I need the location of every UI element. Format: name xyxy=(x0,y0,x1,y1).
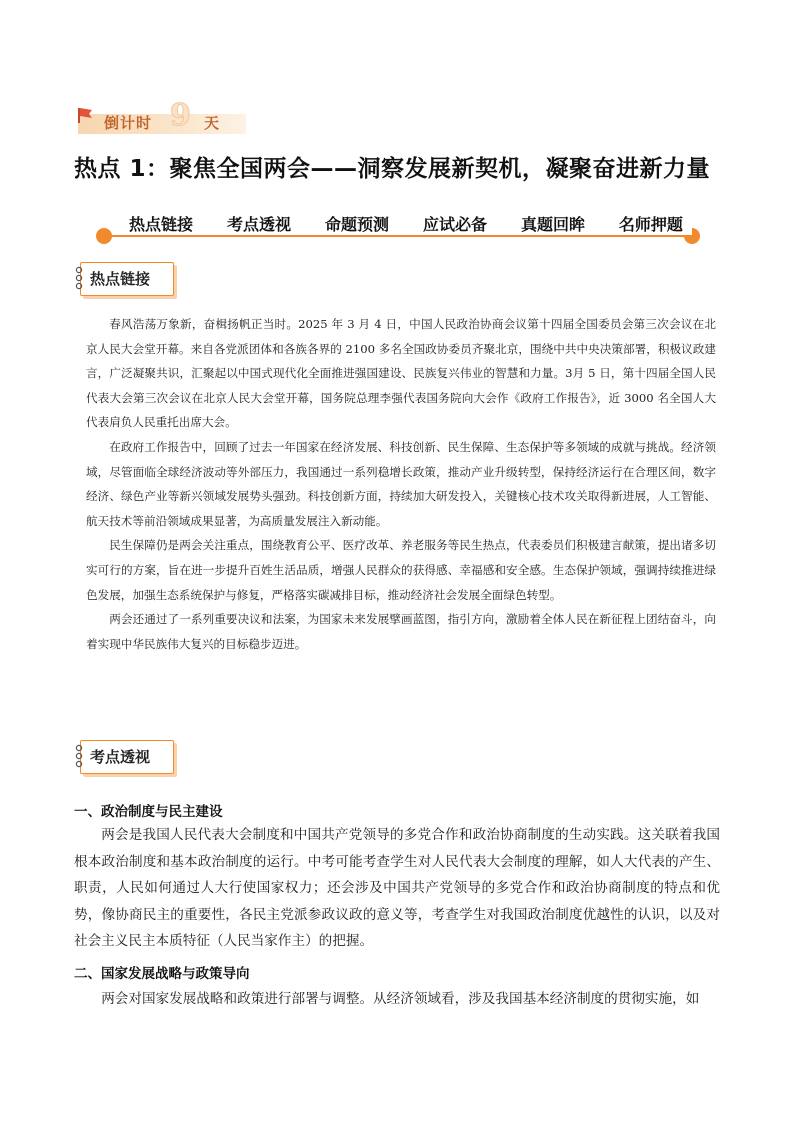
paragraph-strategy: 两会对国家发展战略和政策进行部署与调整。从经济领域看，涉及我国基本经济制度的贯彻实施，如 xyxy=(101,991,700,1007)
binder-rings-icon xyxy=(72,266,86,294)
section-heading-analysis xyxy=(72,738,176,776)
countdown-label: 倒计时 xyxy=(104,114,153,132)
page-title: 热点 1：聚焦全国两会——洞察发展新契机，凝聚奋进新力量 xyxy=(74,156,711,182)
nav-item-review[interactable]: 真题回眸 xyxy=(518,212,588,235)
nav-item-analysis[interactable]: 考点透视 xyxy=(224,212,294,235)
paragraph: 春风浩荡万象新，奋楫扬帆正当时。2025 年 3 月 4 日，中国人民政治协商会议第十四届全国委员会第三次会议在北京人民大会堂开幕。来自各党派团体和各族各界的 2100 多名全国政协委员齐聚北京，围绕中共中央决策部署，积极议政建言，广泛凝聚共识，汇聚起以中国式现代化全面推进强国建设、民族复兴伟业的智慧和力量。3月 5 日，第十四届全国人民代表大会第三次会议在北京人民大会堂开幕，国务院总理李强代表国务院向大会作《政府工作报告》，近 3000 名全国人大代表肩负人民重托出席大会。 xyxy=(86,317,716,430)
nav-dot-left xyxy=(96,228,112,244)
nav-item-essentials[interactable]: 应试必备 xyxy=(420,212,490,235)
paragraph: 两会还通过了一系列重要决议和法案，为国家未来发展擘画蓝图，指引方向，激励着全体人民在新征程上团结奋斗，向着实现中华民族伟大复兴的目标稳步迈进。 xyxy=(86,612,716,651)
section-heading-hotlink xyxy=(72,260,176,298)
countdown-banner xyxy=(76,98,246,134)
section-nav xyxy=(120,212,692,235)
nav-divider-line xyxy=(104,235,692,237)
subheading-strategy: 二、国家发展战略与政策导向 xyxy=(74,966,250,982)
flag-icon xyxy=(76,106,94,124)
paragraph: 民生保障仍是两会关注重点，围绕教育公平、医疗改革、养老服务等民生热点，代表委员们积极建言献策，提出诸多切实可行的方案，旨在进一步提升百姓生活品质，增强人民群众的获得感、幸福感和安全感。生态保护领域，强调持续推进绿色发展，加强生态系统保护与修复，严格落实碳减排目标，推动经济社会发展全面绿色转型。 xyxy=(86,538,716,602)
binder-rings-icon xyxy=(72,744,86,772)
countdown-number: 9 xyxy=(170,98,191,133)
subheading-politics: 一、政治制度与民主建设 xyxy=(74,804,223,820)
nav-item-hotlink[interactable]: 热点链接 xyxy=(126,212,196,235)
hotlink-text xyxy=(86,312,716,656)
section-heading-text: 考点透视 xyxy=(90,748,151,766)
paragraph: 在政府工作报告中，回顾了过去一年国家在经济发展、科技创新、民生保障、生态保护等多领域的成就与挑战。经济领域，尽管面临全球经济波动等外部压力，我国通过一系列稳增长政策，推动产业升级转型，保持经济运行在合理区间，数字经济、绿色产业等新兴领域发展势头强劲。科技创新方面，持续加大研发投入，关键核心技术攻关取得新进展，人工智能、航天技术等前沿领域成果显著，为高质量发展注入新动能。 xyxy=(86,439,716,528)
paragraph-politics: 两会是我国人民代表大会制度和中国共产党领导的多党合作和政治协商制度的生动实践。这关联着我国根本政治制度和基本政治制度的运行。中考可能考查学生对人民代表大会制度的理解，如人大代表的产生、职责，人民如何通过人大行使国家权力；还会涉及中国共产党领导的多党合作和政治协商制度的特点和优势，像协商民主的重要性，各民主党派参政议政的意义等，考查学生对我国政治制度优越性的认识，以及对社会主义民主本质特征（人民当家作主）的把握。 xyxy=(74,827,720,950)
section-heading-text: 热点链接 xyxy=(90,270,151,288)
countdown-unit: 天 xyxy=(204,114,220,132)
nav-item-forecast[interactable]: 名师押题 xyxy=(616,212,686,235)
nav-item-prediction[interactable]: 命题预测 xyxy=(322,212,392,235)
